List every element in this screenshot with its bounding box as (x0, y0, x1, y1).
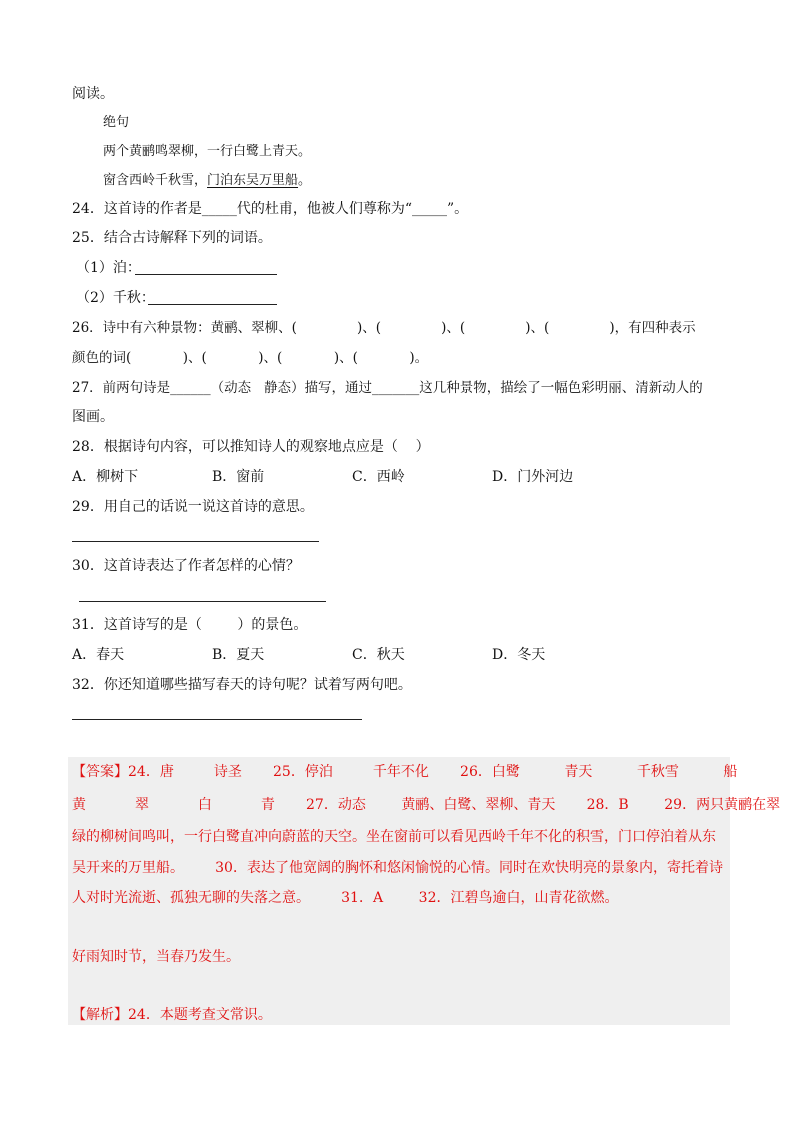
answer-text-1: 24．唐 诗圣 25．停泊 千年不化 26．白鹭 青天 千秋雪 船 (128, 764, 738, 780)
answer-line-25-2[interactable] (148, 304, 277, 305)
analysis-line (72, 1005, 272, 1025)
q28-option-b[interactable]: B．窗前 (212, 469, 265, 485)
poem-line-1: 两个黄鹂鸣翠柳，一行白鹭上青天。 (103, 144, 312, 159)
answer-label: 【答案】 (72, 764, 128, 780)
analysis-label: 【解析】 (72, 1007, 128, 1023)
answer-line-25-1[interactable] (135, 274, 277, 275)
q31-option-d[interactable]: D．冬天 (492, 647, 546, 663)
question-24: 24．这首诗的作者是_____代的杜甫，他被人们尊称为“_____”。 (72, 201, 469, 217)
question-27-line-1: 27．前两句诗是______（动态 静态）描写，通过_______这几种景物，描绘了一幅色彩明丽、清新动人的 (72, 380, 703, 396)
answer-line-32[interactable] (72, 719, 362, 720)
answer-line-2: 黄 翠 白 青 27．动态 黄鹂、白鹭、翠柳、青天 28．B 29．两只黄鹂在翠 (72, 797, 781, 813)
answer-line-1 (72, 762, 737, 782)
question-30: 30．这首诗表达了作者怎样的心情？ (72, 558, 300, 574)
question-28: 28．根据诗句内容，可以推知诗人的观察地点应是（ ） (72, 439, 430, 455)
q31-option-a[interactable]: A．春天 (72, 647, 125, 663)
answer-line-30[interactable] (79, 601, 326, 602)
q28-option-c[interactable]: C．西岭 (352, 469, 405, 485)
poem-title: 绝句 (103, 115, 130, 130)
question-25: 25．结合古诗解释下列的词语。 (72, 230, 272, 246)
analysis-text: 24．本题考查文常识。 (128, 1007, 272, 1023)
q28-option-a[interactable]: A．柳树下 (72, 469, 139, 485)
question-26-line-2: 颜色的词( )、( )、( )、( )。 (72, 350, 429, 366)
answer-line-6: 好雨知时节，当春乃发生。 (72, 949, 240, 965)
question-31: 31．这首诗写的是（ ）的景色。 (72, 617, 308, 633)
question-29: 29．用自己的话说一说这首诗的意思。 (72, 499, 314, 515)
poem-line-2 (103, 171, 311, 191)
question-27-line-2: 图画。 (72, 409, 114, 425)
question-25-1: （1）泊： (76, 260, 141, 276)
poem-line-2-end: 。 (298, 173, 312, 188)
poem-line-2-plain: 窗含西岭千秋雪， (103, 173, 208, 188)
answer-line-29[interactable] (72, 541, 319, 542)
q31-option-b[interactable]: B．夏天 (212, 647, 265, 663)
intro-text: 阅读。 (72, 86, 114, 102)
answer-line-4: 吴开来的万里船。 30．表达了他宽阔的胸怀和悠闲愉悦的心情。同时在欢快明亮的景象内，寄托着诗 (72, 860, 723, 876)
q31-option-c[interactable]: C．秋天 (352, 647, 405, 663)
question-25-2: （2）千秋： (76, 290, 155, 306)
answer-line-3: 绿的柳树间鸣叫，一行白鹭直冲向蔚蓝的天空。坐在窗前可以看见西岭千年不化的积雪，门口停泊着从东 (72, 829, 716, 845)
poem-line-2-underlined: 门泊东吴万里船 (207, 173, 299, 188)
answer-line-5: 人对时光流逝、孤独无聊的失落之意。 31．A 32．江碧鸟逾白，山青花欲燃。 (72, 890, 619, 906)
q28-option-d[interactable]: D．门外河边 (492, 469, 574, 485)
question-32: 32．你还知道哪些描写春天的诗句呢？试着写两句吧。 (72, 677, 412, 693)
question-26-line-1: 26．诗中有六种景物：黄鹂、翠柳、( )、( )、( )、( )，有四种表示 (72, 320, 696, 336)
